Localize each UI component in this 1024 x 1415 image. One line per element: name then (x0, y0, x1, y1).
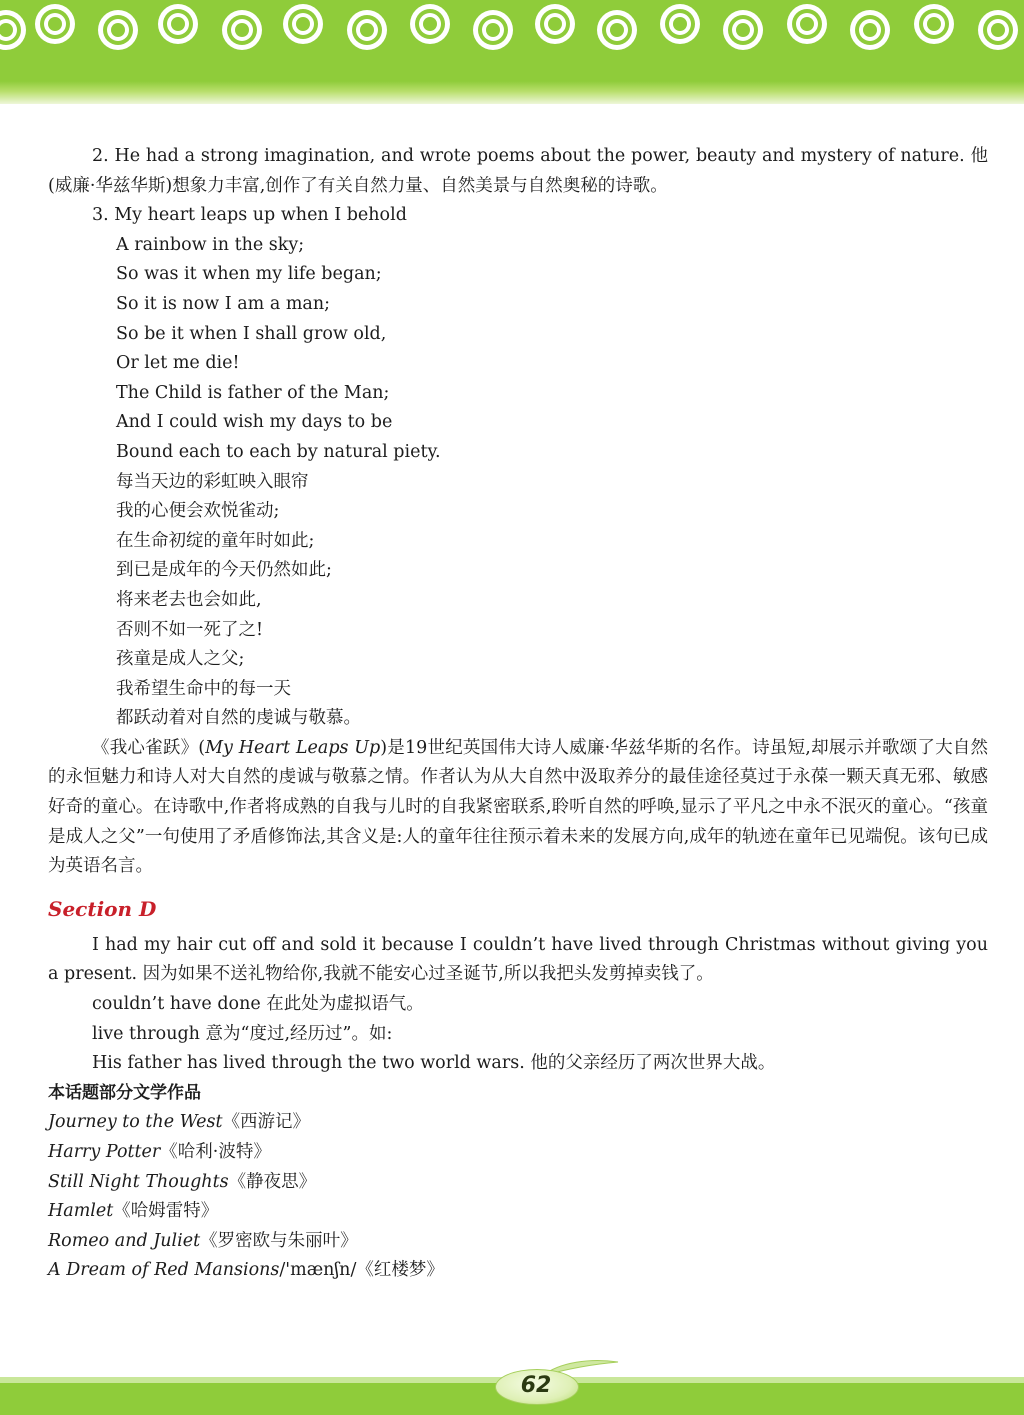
poem-line: A rainbow in the sky; (116, 234, 305, 255)
header-circle-decoration (0, 0, 1024, 104)
poem-line: And I could wish my days to be (116, 412, 393, 433)
section-d-title: Section D (48, 896, 157, 921)
ring-icon (597, 10, 637, 50)
ring-icon (410, 4, 450, 44)
poem-commentary (48, 734, 988, 882)
page-number-badge (495, 1365, 577, 1405)
ring-icon (158, 4, 198, 44)
ring-icon (98, 10, 138, 50)
work-title-en: Hamlet (48, 1201, 114, 1222)
work-item (48, 1227, 988, 1257)
ring-icon (914, 4, 954, 44)
work-title-en: Still Night Thoughts (48, 1171, 229, 1192)
section-d-note-2: live through 意为“度过,经历过”。如: (92, 1023, 393, 1044)
ring-icon (347, 10, 387, 50)
ring-icon (978, 10, 1018, 50)
work-title-cn: 《罗密欧与朱丽叶》 (200, 1230, 358, 1251)
work-title-cn: 《西游记》 (222, 1112, 311, 1133)
page-number: 62 (520, 1373, 552, 1398)
poem-cn-line: 否则不如一死了之! (116, 619, 264, 640)
item-3-lead: 3. My heart leaps up when I behold (92, 205, 407, 226)
poem-line: So be it when I shall grow old, (116, 323, 387, 344)
poem-line: The Child is father of the Man; (116, 382, 390, 403)
poem-cn-line: 将来老去也会如此, (116, 589, 262, 610)
work-item (48, 1197, 988, 1227)
work-item (48, 1256, 988, 1286)
poem-line: Bound each to each by natural piety. (116, 441, 441, 462)
poem-cn-line: 到已是成年的今天仍然如此; (116, 560, 332, 581)
section-d-example: His father has lived through the two world wars. 他的父亲经历了两次世界大战。 (92, 1053, 776, 1074)
ring-icon (222, 10, 262, 50)
poem-cn-line: 都跃动着对自然的虔诚与敬慕。 (116, 708, 361, 729)
ring-icon (850, 10, 890, 50)
ring-icon (723, 10, 763, 50)
commentary-pre: 《我心雀跃》( (92, 737, 206, 758)
commentary-post: )是19世纪英国伟大诗人威廉·华兹华斯的名作。诗虽短,却展示并歌颂了大自然的永恒魅力和诗人对大自然的虔诚与敬慕之情。作者认为从大自然中汲取养分的最佳途径莫过于永葆一颗天真无邪、敏感好奇的童心。在诗歌中,作者将成熟的自我与儿时的自我紧密联系,聆听自然的呼唤,显示了平凡之中永不泯灭的童心。“孩童是成人之父”一句使用了矛盾修饰法,其含义是:人的童年往往预示着未来的发展方向,成年的轨迹在童年已见端倪。该句已成为英语名言。 (48, 737, 989, 877)
commentary-title: My Heart Leaps Up (205, 737, 381, 758)
poem-cn-line: 每当天边的彩虹映入眼帘 (116, 471, 309, 492)
ring-icon (787, 4, 827, 44)
header-band (0, 0, 1024, 104)
work-item (48, 1138, 988, 1168)
work-title-en: Harry Potter (48, 1142, 161, 1162)
work-title-cn: /'mænʃn/《红楼梦》 (279, 1260, 444, 1281)
poem-cn-line: 在生命初绽的童年时如此; (116, 530, 315, 551)
literary-works-list (48, 1108, 988, 1286)
poem-line: Or let me die! (116, 353, 240, 374)
ring-icon (473, 10, 513, 50)
poem-line: So was it when my life began; (116, 264, 382, 285)
poem-cn-line: 我希望生命中的每一天 (116, 678, 291, 699)
ring-icon (0, 10, 26, 50)
poem-cn-line: 孩童是成人之父; (116, 649, 245, 670)
work-title-cn: 《哈利·波特》 (160, 1142, 271, 1162)
ring-icon (283, 4, 323, 44)
ring-icon (535, 4, 575, 44)
poem-cn-line: 我的心便会欢悦雀动; (116, 501, 280, 522)
poem-chinese (48, 468, 988, 734)
work-title-en: Journey to the West (48, 1112, 223, 1133)
poem-english (48, 231, 988, 468)
work-title-en: A Dream of Red Mansions (48, 1260, 280, 1281)
work-title-cn: 《哈姆雷特》 (113, 1201, 219, 1222)
work-title-cn: 《静夜思》 (228, 1171, 317, 1192)
section-d-paragraph: I had my hair cut off and sold it because I couldn’t have lived through Christmas without giving you a present. 因为如果不送礼物给你,我就不能安心过圣诞节,所以我把头发剪掉卖钱了。 (48, 934, 988, 985)
work-title-en: Romeo and Juliet (48, 1230, 201, 1251)
work-item (48, 1168, 988, 1198)
literary-works-heading: 本话题部分文学作品 (48, 1082, 201, 1103)
item-2-paragraph: 2. He had a strong imagination, and wrote poems about the power, beauty and mystery of nature. 他(威廉·华兹华斯)想象力丰富,创作了有关自然力量、自然美景与自然奥秘的诗歌。 (48, 146, 988, 196)
ring-icon (35, 4, 75, 44)
ring-icon (660, 4, 700, 44)
section-d-note-1: couldn’t have done 在此处为虚拟语气。 (92, 994, 424, 1015)
work-item (48, 1108, 988, 1138)
poem-line: So it is now I am a man; (116, 293, 331, 314)
page-content (48, 142, 988, 1286)
